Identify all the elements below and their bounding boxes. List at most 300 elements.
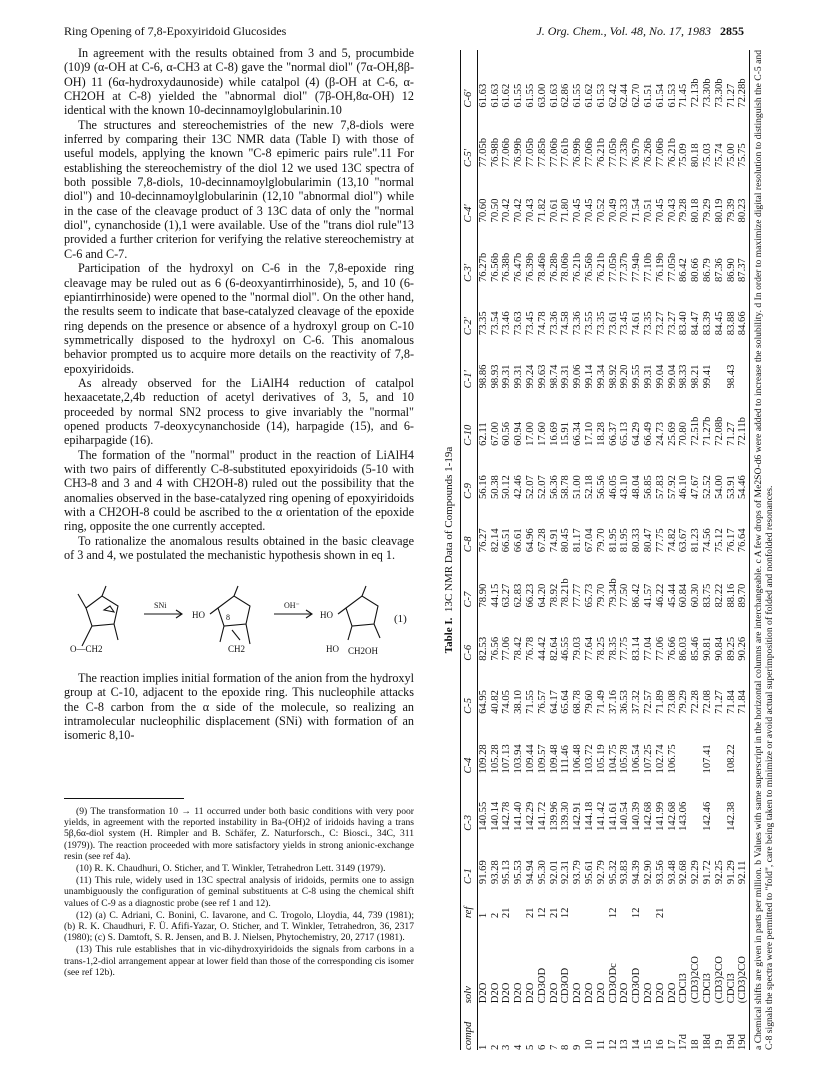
table-cell: 62.86	[560, 83, 572, 108]
table-cell: 92.31	[560, 860, 572, 885]
table-cell: 62.44	[619, 83, 631, 108]
table-cell: 99.04	[666, 364, 678, 389]
left-column-text	[64, 46, 414, 562]
table-cell: D2O	[666, 982, 678, 1004]
table-cell: 73.35	[642, 311, 654, 336]
table-cell: D2O	[548, 982, 560, 1004]
table-cell: 71.27b	[701, 416, 713, 446]
table-cell: 52.52	[701, 475, 713, 500]
table-cell: 71.84	[737, 661, 749, 714]
table-cell: CD3OD	[631, 967, 643, 1004]
table-cell: 92.25	[713, 860, 725, 885]
table-row	[678, 50, 690, 1050]
table-cell: 78.42	[513, 636, 525, 661]
table-cell: 77.06b	[501, 138, 513, 168]
table-cell: 109.44	[524, 744, 536, 774]
left-column-continuation	[64, 671, 414, 743]
table-cell: 103.94	[513, 744, 525, 774]
table-cell: 82.53	[477, 636, 489, 661]
table-cell: 95.30	[536, 860, 548, 885]
table-cell: 82.22	[713, 583, 725, 608]
table-cell	[572, 884, 584, 918]
table-cell: 107.13	[501, 744, 513, 774]
table-cell: 71.45	[678, 83, 690, 108]
table-row	[584, 50, 596, 1050]
table-cell: 93.56	[654, 860, 666, 885]
table-cell: 38.10	[513, 690, 525, 714]
table-cell: 62.42	[607, 83, 619, 108]
table-cell: CD3ODc	[607, 963, 619, 1004]
scheme-label: HO	[192, 610, 205, 620]
table-cell: 71.27	[725, 83, 737, 108]
table-cell: 72.57	[642, 690, 654, 714]
table-row	[690, 50, 702, 1050]
table-cell: 77.05b	[607, 138, 619, 168]
footnotes	[64, 798, 414, 979]
table-row	[643, 50, 655, 1050]
table-cell: 72.08	[701, 690, 713, 714]
equation-number: (1)	[394, 613, 407, 625]
arrow-label-oh: OH⁻	[284, 601, 300, 610]
table-cell: 9	[572, 1044, 584, 1050]
table-cell: 17.10	[583, 421, 595, 446]
table-cell: 77.37b	[619, 252, 631, 283]
table-cell: 98.21	[690, 364, 702, 389]
table-cell: 92.90	[642, 860, 654, 885]
table-cell: 73.46	[501, 311, 513, 336]
header-row	[461, 50, 478, 1050]
table-cell: 60.30	[690, 583, 702, 608]
table-cell: 77.05b	[666, 252, 678, 283]
table-cell: 76.28b	[548, 252, 560, 283]
table-cell: 79.70	[595, 528, 607, 553]
table-cell: 142.91	[572, 801, 584, 831]
column-header: C-6'	[461, 50, 478, 108]
table-cell: 98.92	[607, 364, 619, 389]
table-cell: 86.03	[678, 636, 690, 661]
table-cell: 142.29	[524, 801, 536, 831]
table-cell: 76.27	[477, 528, 489, 553]
table-cell: 70.50	[489, 198, 501, 223]
table-cell: 77.85b	[536, 138, 548, 168]
table-cell: 77.64	[583, 636, 595, 661]
table-cell: CDCl3	[725, 973, 737, 1004]
table-cell: 141.61	[607, 801, 619, 831]
table-cell: 80.66	[690, 258, 702, 283]
table-cell: 44.15	[489, 583, 501, 608]
table-cell: 99.24	[524, 364, 536, 389]
table-cell: 109.28	[477, 744, 489, 774]
table-cell: 19d	[737, 1003, 749, 1050]
table-cell: 2	[489, 1044, 501, 1050]
table-cell: 80.45	[560, 528, 572, 553]
paragraph: As already observed for the LiAlH4 reduction of catalpol hexaacetate,2,4b reduction of acetyl derivatives of 3, 5, and 10 proceeded by normal SN2 process to give invariably the "normal" opened products 7-deoxycynanchoside (14), harpagide (15), and 6-epiharpagide (16).	[64, 375, 414, 448]
table-cell: 75.00	[725, 143, 737, 168]
table-cell: 12	[560, 907, 572, 919]
table-cell: 79.28	[678, 198, 690, 223]
table-cell: 76.19b	[654, 252, 666, 283]
table-cell: 76.97b	[631, 138, 643, 168]
table-cell: 63.27	[501, 583, 513, 608]
table-cell: 70.51	[642, 198, 654, 223]
table-cell: CD3OD	[536, 967, 548, 1004]
table-cell: 80.33	[631, 528, 643, 553]
column-header: C-4	[461, 714, 478, 774]
table-cell: 71.27	[725, 421, 737, 446]
table-cell: 67.00	[489, 421, 501, 446]
table-footnotes: a Chemical shifts are given in parts per million. b Values with same superscript in the horizontal columns are interchangeable. c A few drops of Me2SO-d6 were added to increase the solubility. d In order to maximize digital resolution to distinguish the C-5 and C-8 signals the spectra were permitted to "fold", care being taken to minimize or avoid actual superimposition of folded and nonfolded resonances.	[753, 50, 776, 1050]
scheme-label: CH2OH	[348, 646, 379, 656]
nmr-data-table	[460, 50, 750, 1050]
table-cell	[643, 884, 655, 918]
table-cell: 21	[548, 907, 560, 919]
table-cell: 70.80	[678, 421, 690, 446]
table-cell: 61.55	[572, 83, 584, 108]
table-cell: 75.12	[713, 528, 725, 553]
table-cell: 19d	[725, 1034, 737, 1050]
table-cell: 15	[642, 1039, 654, 1050]
table-cell: 98.43	[725, 364, 737, 389]
table-cell: 76.26b	[642, 138, 654, 168]
table-cell: 99.04	[654, 364, 666, 389]
table-cell: 76.39b	[524, 252, 536, 283]
table-cell: 77.33b	[619, 138, 631, 168]
reaction-scheme-eq1	[64, 580, 414, 660]
table-cell: 18.28	[595, 421, 607, 446]
scheme-label: HO	[326, 644, 339, 654]
paragraph: In agreement with the results obtained from 3 and 5, procumbide (10)9 (α-OH at C-6, α-CH3 at C-8) gave the "normal diol" (7α-OH,8β-OH) 11 (6α-hydroxydaunoside) while catalpol (4) (β-OH at C-6, α-CH2OH at C-8) yielded the "abnormal diol" (7β-OH,8α-OH) 12 identical with the known 10-decinnamoylglobularinin.10	[64, 46, 414, 118]
table-cell: 99.63	[536, 364, 548, 389]
table-cell: 142.46	[701, 801, 713, 831]
table-cell: 50.38	[489, 475, 501, 500]
table-cell: 79.60	[583, 690, 595, 714]
table-cell: D2O	[513, 982, 525, 1004]
table-cell: 72.51b	[690, 416, 702, 446]
table-cell: 76.66	[666, 636, 678, 661]
table-cell: 92.29	[690, 860, 702, 885]
table-cell: 76.56b	[583, 252, 595, 283]
table-cell: 70.45	[572, 198, 584, 223]
table-cell: 99.31	[560, 364, 572, 389]
table-row	[501, 50, 513, 1050]
table-cell: 89.70	[737, 552, 749, 607]
table-cell: 111.46	[560, 745, 572, 774]
table-cell: CDCl3	[701, 973, 713, 1004]
table-cell: 52.07	[524, 475, 536, 500]
table-cell: (CD3)2CO	[690, 956, 702, 1004]
table-cell: 99.14	[583, 364, 595, 389]
table-cell: 61.53	[595, 83, 607, 108]
table-cell: 73.27	[654, 311, 666, 336]
table-cell: 66.61	[513, 528, 525, 553]
table-cell: 73.35	[477, 311, 489, 336]
table-cell: 78.92	[548, 583, 560, 608]
table-cell: 74.78	[536, 311, 548, 336]
table-cell: 78.90	[477, 583, 489, 608]
table-cell: 78.25	[595, 636, 607, 661]
table-cell: 77.06b	[548, 138, 560, 168]
table-cell: 77.75	[654, 528, 666, 553]
column-header: C-4'	[461, 167, 478, 222]
table-cell: 94.39	[631, 860, 643, 885]
table-cell: 61.63	[548, 83, 560, 108]
table-cell: 76.21b	[595, 138, 607, 168]
table-cell: 99.31	[501, 364, 513, 389]
table-cell: D2O	[642, 982, 654, 1004]
table-cell: 107.41	[701, 744, 713, 774]
table-cell: 84.47	[690, 311, 702, 336]
table-cell: 71.54	[631, 198, 643, 223]
table-cell: 142.78	[501, 801, 513, 831]
table-row	[655, 50, 667, 1050]
table-cell: 12	[607, 1039, 619, 1050]
table-cell: 56.85	[642, 475, 654, 500]
table-cell: 66.49	[642, 421, 654, 446]
table-cell: 140.14	[489, 801, 501, 831]
column-header: C-5	[461, 661, 478, 714]
column-header: C-3	[461, 773, 478, 830]
table-cell: 62.83	[513, 583, 525, 608]
table-cell: 61.54	[654, 83, 666, 108]
table-cell: 76.38b	[501, 252, 513, 283]
table-cell: 98.74	[548, 364, 560, 389]
table-cell: 72.08b	[713, 416, 725, 446]
table-cell: 81.17	[572, 528, 584, 553]
paragraph: Participation of the hydroxyl on C-6 in the 7,8-epoxide ring cleavage may be ruled out as 6 (6-deoxyantirrhinoside), 5, and 10 (6-epiantirrhinoside) were opened to the "normal diol". On the other hand, the results seem to indicate that base-catalyzed cleavage of the epoxide ring depends on the presence or absence of a hydroxyl group on C-10 symmetrically disposed to the hydroxyl on C-6. This anomalous behavior prompted us to acquire more details on the reactivity of 7,8-epoxyiridoids.	[64, 261, 414, 376]
table-cell: 109.57	[536, 744, 548, 774]
table-cell: 18	[690, 1039, 702, 1050]
table-cell: D2O	[619, 982, 631, 1004]
table-cell: 70.60	[477, 198, 489, 223]
table-row	[702, 50, 714, 1050]
table-cell: 77.05b	[524, 138, 536, 168]
table-cell: 10	[583, 1039, 595, 1050]
table-cell: 77.10b	[642, 252, 654, 283]
table-cell: 79.29	[678, 690, 690, 714]
table-cell: 57.83	[654, 475, 666, 500]
scheme-label: CH2	[228, 644, 246, 654]
table-cell: 89.25	[725, 636, 737, 661]
table-cell: 25.69	[666, 421, 678, 446]
table-cell: 73.27	[666, 311, 678, 336]
table-cell: 76.56b	[489, 252, 501, 283]
table-cell: (CD3)2CO	[713, 956, 725, 1004]
table-cell: 141.72	[536, 801, 548, 831]
table-cell: 21	[524, 907, 536, 919]
table-cell: 91.72	[701, 860, 713, 885]
table-cell: 76.47b	[513, 252, 525, 283]
table-cell: 91.29	[725, 860, 737, 885]
table-cell: 61.55	[513, 83, 525, 108]
table-cell: 80.18	[690, 198, 702, 223]
table-cell	[737, 773, 749, 830]
table-cell: 78.21b	[560, 578, 572, 608]
table-cell	[702, 884, 714, 918]
column-header: C-6	[461, 608, 478, 661]
table-cell: 88.16	[725, 583, 737, 608]
table-cell: 48.04	[631, 475, 643, 500]
table-cell: 92.01	[548, 860, 560, 885]
table-cell: 70.49	[607, 198, 619, 223]
table-cell: 92.68	[678, 860, 690, 885]
table-cell: 24.73	[654, 421, 666, 446]
table-cell: 105.78	[619, 744, 631, 774]
table-cell	[737, 714, 749, 774]
table-cell: 64.17	[548, 690, 560, 714]
table-cell: 83.14	[631, 636, 643, 661]
table-cell: 76.64	[737, 499, 749, 552]
column-header: solv	[461, 918, 478, 1003]
table-cell: 21	[501, 907, 513, 919]
table-cell: 58.78	[560, 475, 572, 500]
table-cell: 61.53	[666, 83, 678, 108]
table-cell: 99.06	[572, 364, 584, 389]
table-cell	[737, 335, 749, 388]
table-cell: 37.32	[631, 690, 643, 714]
table-cell: 77.05b	[607, 252, 619, 283]
table-cell: 77.06	[654, 636, 666, 661]
footnote: (12) (a) C. Adriani, C. Bonini, C. Iavarone, and C. Trogolo, Lloydia, 44, 739 (1981); (b) R. K. Chaudhuri, F. Ü. Afifi-Yazar, O. Sticher, and T. Winkler, Tetrahedron, 36, 2317 (1980); (c) S. Damtoft, S. R. Jensen, and B. J. Nielsen, Phytochemistry, 20, 2717 (1981).	[64, 909, 414, 944]
table-cell: 76.57	[536, 690, 548, 714]
table-cell: 52.07	[536, 475, 548, 500]
table-cell: 17d	[678, 1034, 690, 1050]
table-cell: D2O	[477, 982, 489, 1004]
footnote: (10) R. K. Chaudhuri, O. Sticher, and T. Winkler, Tetrahedron Lett. 3149 (1979).	[76, 863, 386, 875]
table-cell: 64.29	[631, 421, 643, 446]
table-cell: 73.30b	[713, 78, 725, 108]
table-cell: 74.05	[501, 690, 513, 714]
table-cell: 95.61	[583, 860, 595, 885]
table-cell: D2O	[654, 982, 666, 1004]
table-cell: 104.75	[607, 744, 619, 774]
table-cell: 16	[654, 1039, 666, 1050]
table-cell: 79.29	[701, 198, 713, 223]
table-cell: 70.43	[666, 198, 678, 223]
journal-name: J. Org. Chem., Vol. 48, No. 17, 1983	[536, 24, 711, 38]
table-cell: 70.61	[548, 198, 560, 223]
table-cell: 60.56	[501, 421, 513, 446]
table-cell: 77.05b	[477, 138, 489, 168]
table-cell: 77.50	[619, 583, 631, 608]
table-cell: 76.78	[524, 636, 536, 661]
table-cell: 62.11	[477, 422, 489, 446]
table-cell: 11	[595, 1039, 607, 1050]
table-cell: 86.79	[701, 258, 713, 283]
table-cell: 141.42	[595, 801, 607, 831]
table-cell: 141.99	[654, 801, 666, 831]
table-cell: 99.20	[619, 364, 631, 389]
table-cell: 107.25	[642, 744, 654, 774]
table-cell: 82.14	[489, 528, 501, 553]
table-cell: 70.52	[595, 198, 607, 223]
table-cell: 74.82	[666, 528, 678, 553]
table-cell: 98.93	[489, 364, 501, 389]
table-cell: 79.39	[725, 198, 737, 223]
table-cell: 140.39	[631, 801, 643, 831]
column-header: C-1'	[461, 335, 478, 388]
table-cell: 93.83	[619, 860, 631, 885]
table-cell: 46.05	[607, 475, 619, 500]
table-row	[525, 50, 537, 1050]
table-cell: 108.22	[725, 744, 737, 774]
table-cell: 99.34	[595, 364, 607, 389]
table-cell: 76.99b	[572, 138, 584, 168]
table-cell: 90.81	[701, 636, 713, 661]
table-cell: CD3OD	[560, 967, 572, 1004]
table-row	[737, 50, 749, 1050]
table-cell: 40.82	[489, 690, 501, 714]
table-cell: 17.60	[536, 421, 548, 446]
table-cell: 82.64	[548, 636, 560, 661]
table-cell: 15.91	[560, 421, 572, 446]
table-cell: 73.35	[595, 311, 607, 336]
table-cell: 92.79	[595, 860, 607, 885]
table-cell: 109.48	[548, 744, 560, 774]
table-row	[537, 50, 549, 1050]
table-cell: 95.53	[513, 860, 525, 885]
column-header: C-8	[461, 499, 478, 552]
column-header: C-1	[461, 831, 478, 884]
table-cell: 54.46	[737, 446, 749, 499]
table-cell: 76.99b	[513, 138, 525, 168]
table-cell: 65.73	[583, 583, 595, 608]
table-row	[513, 50, 525, 1050]
table-cell: 79.03	[572, 636, 584, 661]
table-cell	[678, 714, 690, 774]
table-cell: 76.17	[725, 528, 737, 553]
table-body	[477, 50, 749, 1050]
table-cell: 71.89	[654, 690, 666, 714]
paragraph: To rationalize the anomalous results obtained in the basic cleavage of 3 and 4, we postulated the mechanistic hypothesis shown in eq 1.	[64, 533, 414, 563]
table-cell: 52.18	[583, 475, 595, 500]
table-header	[461, 50, 478, 1050]
table-cell: 99.31	[642, 364, 654, 389]
table-cell: 73.36	[548, 311, 560, 336]
table-cell: 144.18	[583, 801, 595, 831]
table-cell: 87.36	[713, 258, 725, 283]
table-cell: 37.16	[607, 690, 619, 714]
table-cell: 56.56	[595, 475, 607, 500]
table-cell: 74.56	[701, 528, 713, 553]
table-cell: 77.06b	[654, 138, 666, 168]
table-cell: 77.06b	[583, 138, 595, 168]
journal-citation	[536, 24, 744, 39]
table-cell: 12	[607, 907, 619, 919]
table-cell: 94.94	[524, 860, 536, 885]
table-cell: 103.72	[583, 744, 595, 774]
table-cell: 72.11b	[737, 388, 749, 445]
column-header: C-2'	[461, 282, 478, 335]
table-cell: 53.91	[725, 475, 737, 500]
table-cell: 76.21b	[595, 252, 607, 283]
table-cell: 5	[524, 1044, 536, 1050]
table-cell: 86.42	[631, 583, 643, 608]
table-row	[714, 50, 726, 1050]
column-header: ref	[461, 884, 478, 918]
table-cell: 60.94	[513, 421, 525, 446]
table-cell: 63.00	[536, 83, 548, 108]
table-cell: 79.70	[595, 583, 607, 608]
table-cell: 106.54	[631, 744, 643, 774]
table-cell: 74.91	[548, 528, 560, 553]
table-row	[667, 50, 679, 1050]
table-cell: 80.19	[713, 198, 725, 223]
table-cell: 64.20	[536, 583, 548, 608]
table-cell: 4	[513, 1044, 525, 1050]
table-cell: 73.36	[572, 311, 584, 336]
table-cell: D2O	[595, 982, 607, 1004]
table-cell: 98.86	[477, 364, 489, 389]
